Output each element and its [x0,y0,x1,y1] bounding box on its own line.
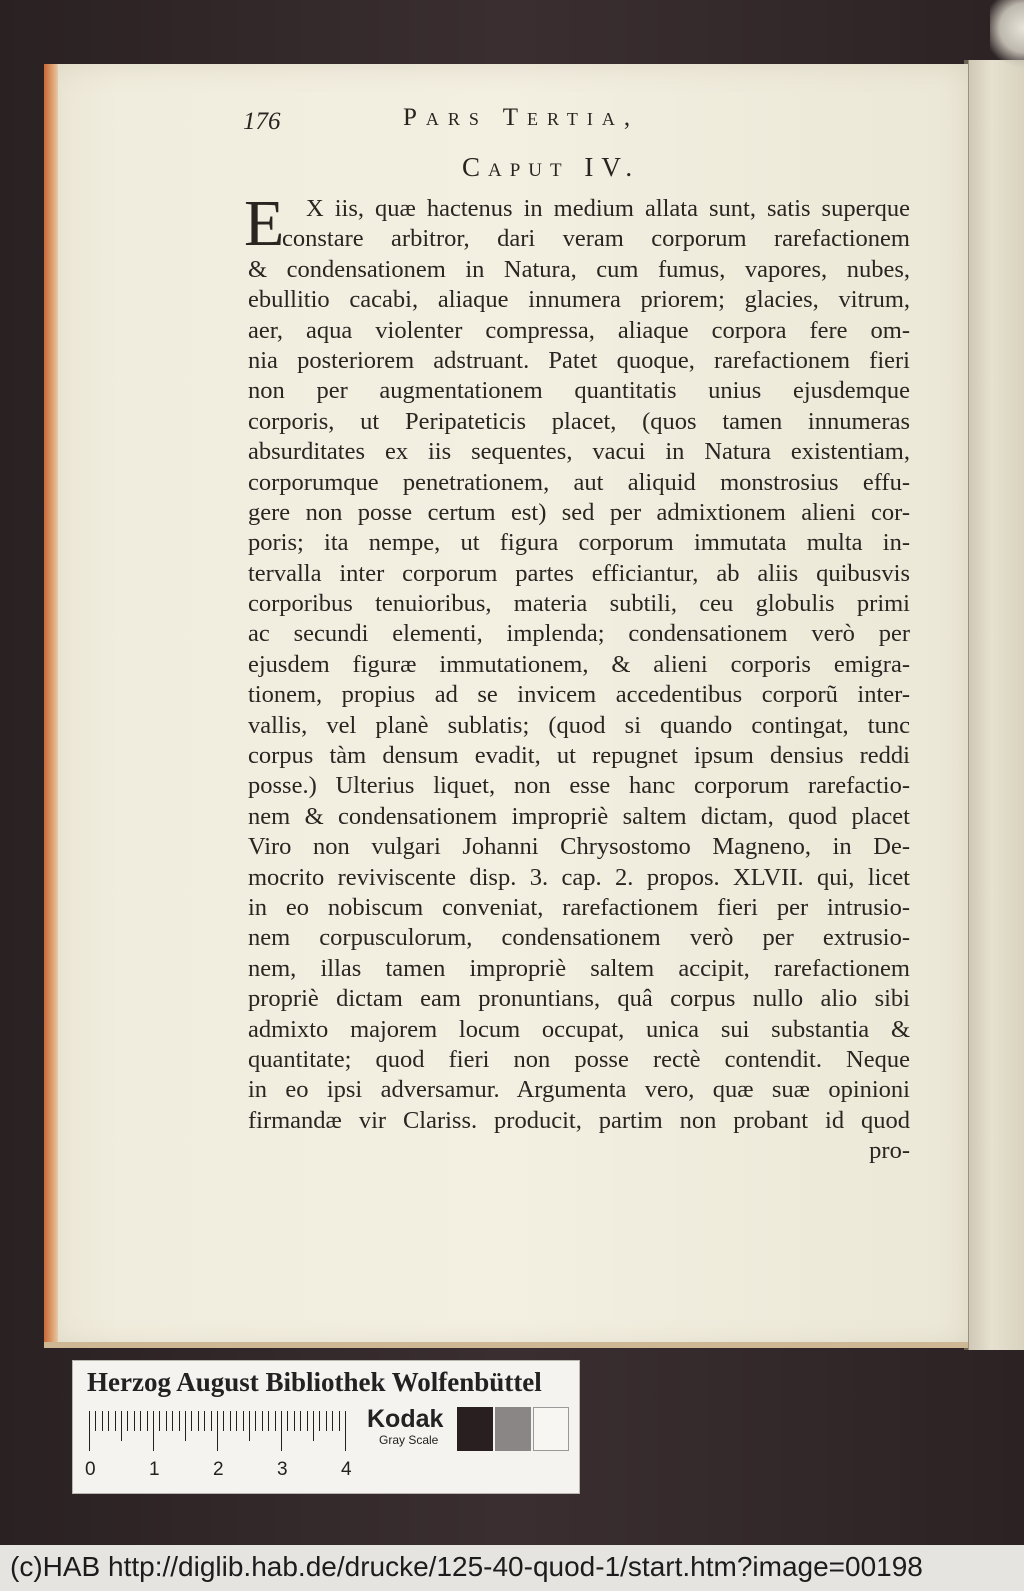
ruler-tick [179,1411,180,1431]
text-line: nem, illas tamen impropriè saltem accipit, rarefactionem [248,954,910,982]
color-target-card [72,1360,580,1494]
ruler-number: 4 [341,1459,352,1480]
ruler-tick [249,1411,250,1441]
text-line: in eo ipsi adversamur. Argumenta vero, quæ suæ opinioni [248,1076,910,1104]
ruler-tick [313,1411,314,1441]
kodak-logo: Kodak [367,1405,444,1433]
ruler-number: 2 [213,1459,224,1480]
ruler-tick [243,1411,244,1431]
ruler-tick [147,1411,148,1431]
text-line: mocrito reviviscente disp. 3. cap. 2. propos. XLVII. qui, licet [248,863,910,891]
text-line: ebullitio cacabi, aliaque innumera priorem; glacies, vitrum, [248,286,910,314]
gray-swatch-mid [495,1407,531,1451]
ruler-tick [153,1411,154,1451]
ruler-tick [121,1411,122,1441]
text-line: poris; ita nempe, ut figura corporum immutata multa in- [248,529,910,557]
text-line: tervalla inter corporum partes efficiantur, ab aliis quibusvis [248,559,910,587]
ruler-tick [332,1411,333,1431]
gray-swatch-dark [457,1407,493,1451]
ruler-tick [281,1411,282,1451]
page-edge-stain [44,64,58,1348]
text-line: corporibus tenuioribus, materia subtili, ceu globulis primi [248,590,910,618]
text-line: ejusdem figuræ immutationem, & alieni corporis emigra- [248,650,910,678]
text-line: gere non posse certum est) sed per admixtionem alieni cor- [248,498,910,526]
ruler-number: 1 [149,1459,160,1480]
ruler-tick [275,1411,276,1431]
corner-glare [990,0,1024,70]
ruler-tick [326,1411,327,1431]
text-line: quantitate; quod fieri non posse rectè contendit. Neque [248,1045,910,1073]
ruler-tick [134,1411,135,1431]
text-line: Viro non vulgari Johanni Chrysostomo Magneno, in De- [248,833,910,861]
ruler-tick [102,1411,103,1431]
text-line: corporumque penetrationem, aut aliquid monstrosius effu- [248,468,910,496]
ruler-tick [345,1411,346,1451]
ruler-tick [89,1411,90,1451]
ruler-tick [191,1411,192,1431]
ruler-tick [166,1411,167,1431]
ruler-tick [223,1411,224,1431]
text-line: firmandæ vir Clariss. producit, partim non probant id quod [248,1106,910,1134]
ruler-tick [255,1411,256,1431]
text-line: absurditates ex iis sequentes, vacui in Natura existentiam, [248,438,910,466]
footer-credit: (c)HAB http://diglib.hab.de/drucke/125-40-quod-1/start.htm?image=00198 [10,1551,923,1582]
ruler-tick [108,1411,109,1431]
ruler-tick [198,1411,199,1431]
body-text [244,187,910,1167]
text-line: corpus tàm densum evadit, ut repugnet ipsum densius reddi [248,742,910,770]
ruler-tick [95,1411,96,1431]
ruler [85,1411,352,1480]
text-line: vallis, vel planè sublatis; (quod si quando contingat, tunc [248,711,910,739]
text-line: non per augmentationem quantitatis unius ejusdemque [248,377,910,405]
facing-page-edge [968,60,1024,1350]
ruler-tick [211,1411,212,1431]
ruler-tick [339,1411,340,1431]
footer-bar [0,1545,1024,1591]
text-line: pro- [869,1137,910,1165]
ruler-tick [185,1411,186,1441]
text-line: constare arbitror, dari veram corporum rarefactionem [282,225,910,253]
ruler-tick [127,1411,128,1431]
drop-cap: E [244,187,285,260]
text-line: posse.) Ulterius liquet, non esse hanc corporum rarefactio- [248,772,910,800]
text-line: admixto majorem locum occupat, unica sui substantia & [248,1015,910,1043]
ruler-tick [300,1411,301,1431]
ruler-tick [287,1411,288,1431]
text-line: tionem, propius ad se invicem accedentibus corporũ inter- [248,681,910,709]
ruler-tick [115,1411,116,1431]
ruler-tick [172,1411,173,1431]
text-line: nia posteriorem adstruant. Patet quoque, rarefactionem fieri [248,346,910,374]
ruler-number: 3 [277,1459,288,1480]
ruler-tick [230,1411,231,1431]
text-line: nem & condensationem impropriè saltem dictam, quod placet [248,802,910,830]
text-line: corporis, ut Peripateticis placet, (quos tamen innumeras [248,407,910,435]
running-head: Pars Tertia, [403,104,640,131]
text-line: in eo nobiscum conveniat, rarefactionem fieri per intrusio- [248,893,910,921]
ruler-tick [236,1411,237,1431]
chapter-heading: Caput IV. [462,152,641,182]
ruler-tick [307,1411,308,1431]
gray-swatch-light [533,1407,569,1451]
text-line: aer, aqua violenter compressa, aliaque corpora fere om- [248,316,910,344]
text-line: propriè dictam eam pronuntians, quâ corpus nullo alio sibi [248,985,910,1013]
library-name: Herzog August Bibliothek Wolfenbüttel [87,1367,542,1397]
ruler-number: 0 [85,1459,96,1480]
text-line: nem corpusculorum, condensationem verò per extrusio- [248,924,910,952]
ruler-tick [159,1411,160,1431]
text-line: X iis, quæ hactenus in medium allata sunt, satis superque [306,195,910,222]
page-number: 176 [243,108,281,135]
ruler-tick [204,1411,205,1431]
page-header [243,104,713,138]
gray-scale-label: Gray Scale [379,1433,439,1447]
ruler-tick [262,1411,263,1431]
text-line: ac secundi elementi, implenda; condensationem verò per [248,620,910,648]
ruler-tick [294,1411,295,1431]
ruler-tick [319,1411,320,1431]
page-bottom-edge [44,1342,968,1348]
ruler-tick [268,1411,269,1431]
ruler-tick [140,1411,141,1431]
ruler-tick [217,1411,218,1451]
text-line: & condensationem in Natura, cum fumus, vapores, nubes, [248,255,910,283]
